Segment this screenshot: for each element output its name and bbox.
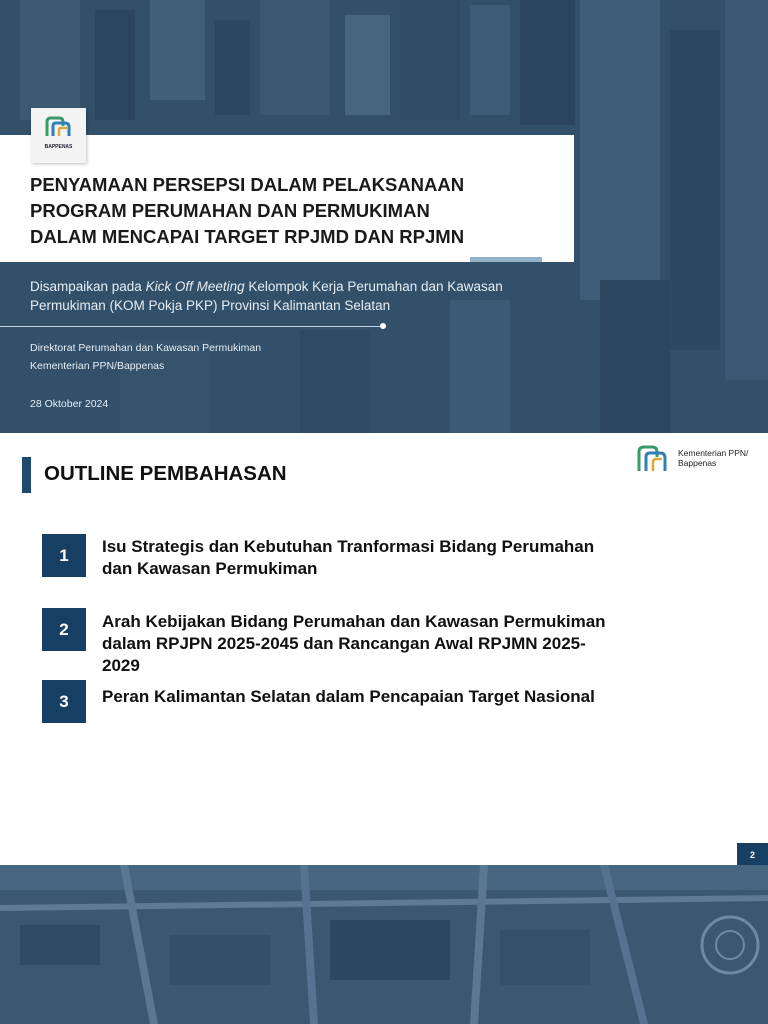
subtitle-suffix: Kelompok Kerja Perumahan dan Kawasan xyxy=(244,279,503,294)
subtitle-event-name: Kick Off Meeting xyxy=(145,279,245,294)
subtitle-prefix: Disampaikan pada xyxy=(30,279,146,294)
outline-heading: OUTLINE PEMBAHASAN xyxy=(44,462,287,485)
divider-dot xyxy=(380,323,386,329)
aerial-city-footer xyxy=(0,865,768,1024)
event-subtitle xyxy=(30,277,560,315)
title-slide xyxy=(0,0,768,433)
divider-line xyxy=(0,326,383,327)
outline-item-line: Arah Kebijakan Bidang Perumahan dan Kawasan Permukiman xyxy=(102,612,606,631)
outline-item-1 xyxy=(102,536,672,580)
outline-item-line: 2029 xyxy=(102,656,140,675)
logo-caption: BAPPENAS xyxy=(44,144,73,150)
title-accent-bar xyxy=(470,257,542,262)
outline-item-line: Peran Kalimantan Selatan dalam Pencapaian Target Nasional xyxy=(102,687,595,706)
bappenas-logo-card xyxy=(31,108,86,163)
outline-number-1: 1 xyxy=(42,534,86,577)
outline-number-2: 2 xyxy=(42,608,86,651)
presenter-directorate: Direktorat Perumahan dan Kawasan Permukiman xyxy=(30,342,262,354)
presentation-date: 28 Oktober 2024 xyxy=(30,398,109,410)
outline-item-3 xyxy=(102,686,672,708)
outline-slide xyxy=(0,433,768,1024)
title-line: DALAM MENCAPAI TARGET RPJMD DAN RPJMN xyxy=(30,226,465,247)
bappenas-logo-icon xyxy=(31,108,86,148)
brand-line-2: Bappenas xyxy=(678,458,717,468)
presentation-title xyxy=(30,172,570,250)
subtitle-line-2: Permukiman (KOM Pokja PKP) Provinsi Kalimantan Selatan xyxy=(30,298,391,313)
heading-accent-bar xyxy=(22,457,31,493)
outline-item-line: Isu Strategis dan Kebutuhan Tranformasi Bidang Perumahan xyxy=(102,537,595,556)
brand-logo xyxy=(636,443,749,473)
outline-item-2 xyxy=(102,611,672,677)
outline-item-line: dalam RPJPN 2025-2045 dan Rancangan Awal RPJMN 2025- xyxy=(102,634,586,653)
brand-line-1: Kementerian PPN/ xyxy=(678,448,749,458)
title-line: PROGRAM PERUMAHAN DAN PERMUKIMAN xyxy=(30,200,430,221)
brand-name xyxy=(678,448,748,468)
outline-item-line: dan Kawasan Permukiman xyxy=(102,559,318,578)
title-line: PENYAMAAN PERSEPSI DALAM PELAKSANAAN xyxy=(30,174,465,195)
outline-number-3: 3 xyxy=(42,680,86,723)
presenter-ministry: Kementerian PPN/Bappenas xyxy=(30,360,165,372)
bappenas-logo-icon xyxy=(636,443,670,473)
page-number: 2 xyxy=(737,843,768,866)
